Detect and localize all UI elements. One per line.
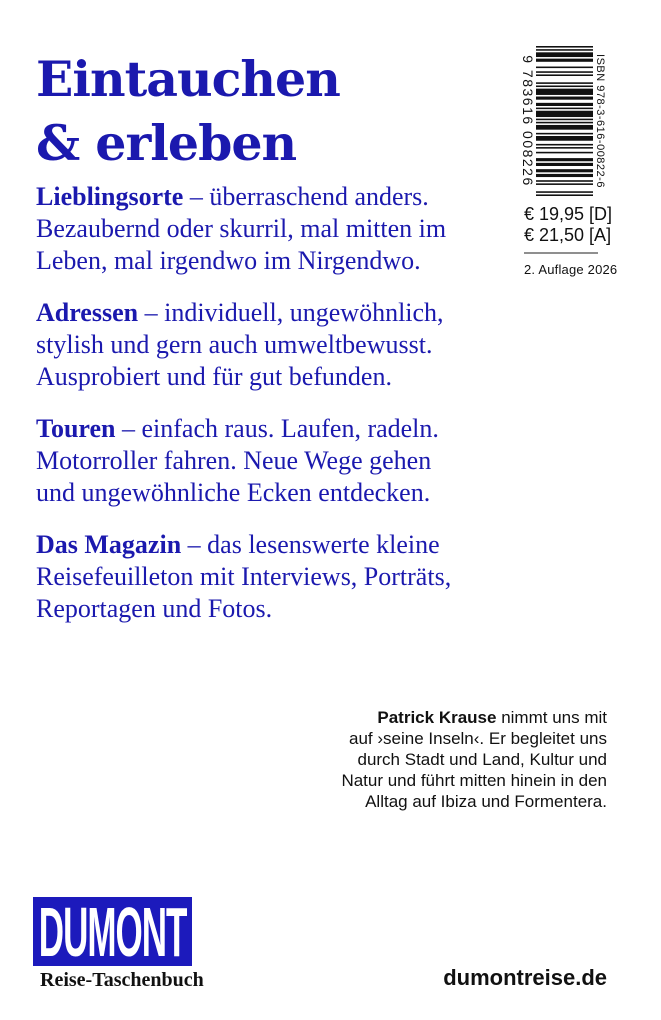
paragraph-line: stylish und gern auch umweltbewusst. bbox=[36, 330, 433, 359]
title-line-2: & erleben bbox=[36, 113, 297, 172]
price-block bbox=[524, 204, 617, 277]
paragraph-line bbox=[36, 413, 516, 445]
paragraph-line: Ausprobiert und für gut befunden. bbox=[36, 362, 392, 391]
author-note bbox=[341, 707, 607, 812]
paragraph-adressen bbox=[36, 297, 516, 393]
isbn-barcode bbox=[520, 46, 606, 196]
barcode-bars bbox=[536, 46, 593, 196]
paragraph-line: Reisefeuilleton mit Interviews, Porträts, bbox=[36, 562, 452, 591]
paragraph-text: – einfach raus. Laufen, radeln. bbox=[115, 414, 439, 443]
paragraph-line: und ungewöhnliche Ecken entdecken. bbox=[36, 478, 431, 507]
author-note-text: nimmt uns mit bbox=[496, 708, 607, 727]
paragraph-line: Motorroller fahren. Neue Wege gehen bbox=[36, 446, 432, 475]
series-label: Reise-Taschenbuch bbox=[40, 969, 204, 991]
author-name: Patrick Krause bbox=[377, 708, 497, 727]
paragraph-touren bbox=[36, 413, 516, 509]
page-title bbox=[36, 47, 340, 175]
title-line-1: Eintauchen bbox=[36, 49, 340, 108]
paragraph-line: Reportagen und Fotos. bbox=[36, 594, 273, 623]
paragraph-lead: Lieblingsorte bbox=[36, 182, 184, 211]
price-austria: € 21,50 [A] bbox=[524, 225, 612, 245]
paragraph-text: – individuell, ungewöhnlich, bbox=[138, 298, 444, 327]
author-note-line: auf ›seine Inseln‹. Er begleitet uns bbox=[349, 729, 607, 748]
paragraph-line bbox=[36, 181, 516, 213]
paragraph-text: – überraschend anders. bbox=[183, 182, 429, 211]
price-germany: € 19,95 [D] bbox=[524, 204, 613, 224]
author-note-line bbox=[341, 707, 607, 728]
paragraph-das-magazin bbox=[36, 529, 516, 625]
paragraph-lead: Touren bbox=[36, 414, 116, 443]
author-note-line: Natur und führt mitten hinein in den bbox=[341, 771, 607, 790]
publisher-website: dumontreise.de bbox=[443, 965, 607, 990]
dumont-logo bbox=[33, 897, 192, 966]
paragraph-text: – das lesenswerte kleine bbox=[181, 530, 440, 559]
paragraph-lead: Das Magazin bbox=[36, 530, 182, 559]
paragraph-line bbox=[36, 297, 516, 329]
price-divider bbox=[524, 252, 598, 254]
paragraph-line: Bezaubernd oder skurril, mal mitten im bbox=[36, 214, 447, 243]
author-note-line: durch Stadt und Land, Kultur und bbox=[357, 750, 607, 769]
paragraph-line: Leben, mal irgendwo im Nirgendwo. bbox=[36, 246, 421, 275]
isbn-barcode-rotated bbox=[520, 46, 606, 196]
dumont-logo-text: DUMONT bbox=[38, 897, 187, 966]
author-note-line: Alltag auf Ibiza und Formentera. bbox=[365, 792, 607, 811]
paragraph-line bbox=[36, 529, 516, 561]
isbn-number-label: ISBN 978-3-616-00822-6 bbox=[594, 54, 606, 188]
paragraph-lieblingsorte bbox=[36, 181, 516, 277]
paragraph-lead: Adressen bbox=[36, 298, 139, 327]
ean-digits: 9 783616 008226 bbox=[520, 55, 536, 187]
feature-paragraphs bbox=[36, 181, 516, 645]
edition-label: 2. Auflage 2026 bbox=[524, 262, 618, 277]
